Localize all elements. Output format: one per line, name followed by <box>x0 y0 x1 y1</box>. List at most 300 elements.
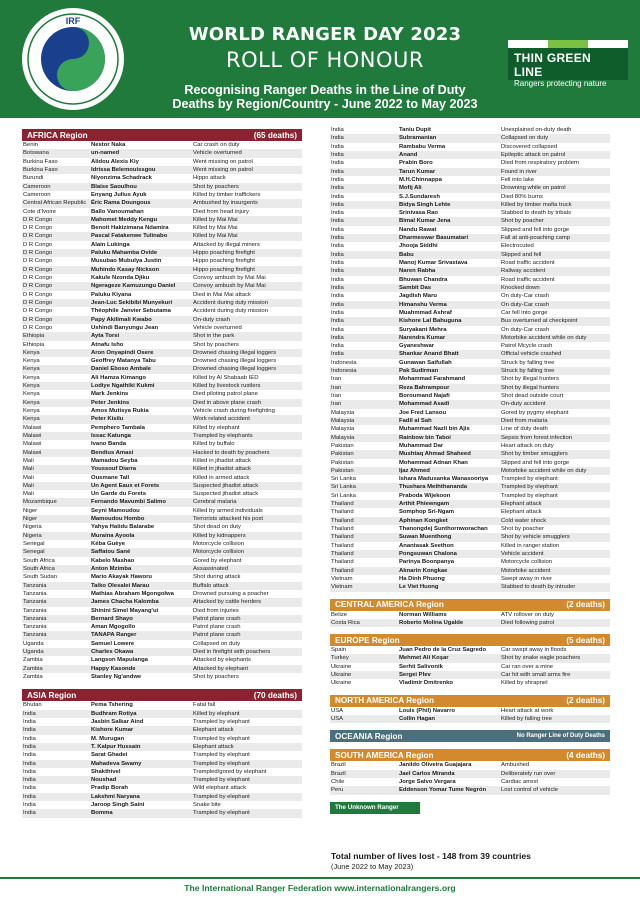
cause-cell: Cerebral malaria <box>192 498 302 506</box>
ranger-name-cell: Pascal Fatakenwe Tulinabo <box>90 232 192 240</box>
cause-cell: Fall at anti-poaching camp <box>500 234 610 242</box>
table-row <box>22 490 302 498</box>
ranger-name-cell: Rainbow bin Taboi <box>398 434 500 442</box>
ranger-name-cell: Nandu Rawat <box>399 226 437 233</box>
country-cell: Zambia <box>23 657 43 664</box>
table-row <box>330 168 610 176</box>
cause-cell: Killed in jihadist attack <box>192 465 302 473</box>
table-row <box>22 341 302 349</box>
table-row <box>330 646 610 654</box>
table-row <box>22 291 302 299</box>
table-row <box>22 382 302 390</box>
cause-cell: Car hit with small arms fire <box>500 671 610 679</box>
central-america-region-header <box>330 599 610 611</box>
table-row <box>330 508 610 516</box>
cause-cell: Died from malaria <box>500 417 610 425</box>
cause-cell: Attacked by elephant <box>192 665 302 673</box>
ranger-name-cell: Paluku Kiyana <box>91 291 132 298</box>
cause-cell: Motorbike accident <box>500 567 610 575</box>
cause-cell: Struck by falling tree <box>500 367 610 375</box>
cause-cell: Stabbed to death by tribals <box>501 210 572 217</box>
ranger-name-cell: Blaise Saoulhou <box>90 183 192 191</box>
cause-cell: Heart attack on duty <box>501 442 554 449</box>
cause-cell: Snake bite <box>193 802 221 809</box>
ranger-name-cell: Reza Bahrampour <box>398 384 500 392</box>
cause-cell: Assassinated <box>192 565 302 573</box>
ranger-name-cell: Alidou Alexis Kiy <box>91 158 139 165</box>
table-row <box>22 274 302 282</box>
ranger-name-cell: Muhindo Kasay Nickson <box>90 266 192 274</box>
country-cell: India <box>22 760 90 768</box>
ranger-name-cell: Anton Mzimba <box>90 565 192 573</box>
cause-cell: Elephant attack <box>192 743 302 751</box>
table-row <box>22 432 302 440</box>
table-row <box>330 492 610 500</box>
cause-cell: Trampled by elephant <box>501 476 558 483</box>
ranger-name-cell: Suryakant Mehra <box>399 326 447 333</box>
table-row <box>22 582 302 590</box>
country-cell: Burkina Faso <box>23 158 58 165</box>
cause-cell: Convoy ambush by Mai Mai <box>192 282 302 290</box>
country-cell: Malaysia <box>331 409 355 416</box>
cause-cell: Went missing on patrol <box>192 166 302 174</box>
country-cell: Nigeria <box>23 524 42 531</box>
ranger-name-cell: Geoffrey Matanya Tabu <box>91 358 156 365</box>
cause-cell: Elephant attack <box>192 726 302 734</box>
cause-cell: Killed by elephant <box>192 710 302 718</box>
country-cell: India <box>23 785 36 792</box>
table-row <box>330 184 610 192</box>
cause-cell: Killed by kidnappers <box>192 532 302 540</box>
cause-cell: Vehicle crash during firefighting <box>193 408 275 414</box>
ranger-name-cell: Amos Mutisya Rukia <box>91 408 149 414</box>
ranger-name-cell: Fadil al Sah <box>398 417 500 425</box>
page-description <box>140 83 510 111</box>
ranger-name-cell: Thushara Meththananda <box>398 483 500 491</box>
tgl-tagline: Rangers protecting nature <box>514 79 607 88</box>
table-row <box>22 307 302 315</box>
ranger-name-cell: Seyni Mamoudou <box>91 507 140 514</box>
country-cell: Kenya <box>23 391 40 398</box>
table-row <box>330 786 610 794</box>
country-cell: Indonesia <box>331 359 357 366</box>
table-row <box>330 467 610 475</box>
country-cell: Pakistan <box>331 459 354 466</box>
country-cell: India <box>331 176 344 183</box>
ranger-name-cell: Ali Hamza Kimango <box>91 374 146 381</box>
ranger-name-cell: Ballo Vanoumahan <box>91 208 144 215</box>
total-period: (June 2022 to May 2023) <box>331 862 414 871</box>
table-row <box>22 199 302 207</box>
region-death-count: (2 deaths) <box>566 600 605 609</box>
table-row <box>330 770 610 778</box>
ranger-name-cell: Aron Onyapindi Osere <box>90 349 192 357</box>
ranger-name-cell: Arthit Phiewngam <box>398 500 500 508</box>
cause-cell: Accident during duty mission <box>193 308 268 315</box>
cause-cell: Killed in jihadist attack <box>193 457 251 464</box>
cause-cell: Gored by pygmy elephant <box>501 409 569 416</box>
country-cell: D R Congo <box>23 241 53 248</box>
ranger-name-cell: Peter Jenkins <box>90 399 192 407</box>
cause-cell: Slipped and fell <box>500 251 610 259</box>
header-banner <box>0 0 640 118</box>
cause-cell: Killed by shrapnel <box>501 680 548 687</box>
ranger-name-cell: Ayta Torsi <box>90 332 192 340</box>
ranger-name-cell: Rambabu Verma <box>399 143 446 150</box>
ranger-name-cell: Ijaz Ahmed <box>398 467 500 475</box>
table-row <box>330 143 610 151</box>
cause-cell: Shot by poachers <box>192 183 302 191</box>
cause-cell: Collapsed on duty <box>193 640 241 647</box>
footer: The International Ranger Federation www.internationalrangers.org <box>184 883 456 893</box>
description-line-1: Recognising Ranger Deaths in the Line of Duty <box>184 83 466 97</box>
ranger-name-cell: Suwan Muenthong <box>398 533 500 541</box>
table-row <box>22 465 302 473</box>
ranger-name-cell: Fernando Mavumbi Salimo <box>90 498 192 506</box>
country-cell: Tanzania <box>22 582 90 590</box>
country-cell: India <box>330 251 398 259</box>
right-column <box>330 126 610 814</box>
table-row <box>22 801 302 809</box>
cause-cell: Patrol Mcycle crash <box>501 343 553 350</box>
country-cell: South Sudan <box>23 574 58 581</box>
ranger-name-cell: Jorge Salvo Vergara <box>399 778 456 785</box>
ranger-name-cell: Jaroop Singh Saini <box>91 802 145 809</box>
cause-cell: Suspected jihadist attack <box>193 491 259 498</box>
table-row <box>22 673 302 681</box>
cause-cell: Trampled/gored by elephant <box>193 768 267 775</box>
ranger-name-cell: Alain Lukinga <box>91 241 130 248</box>
cause-cell: Work related accident <box>192 415 302 423</box>
country-cell: D R Congo <box>23 324 53 331</box>
country-cell: India <box>22 726 90 734</box>
table-row <box>22 440 302 448</box>
table-row <box>330 583 610 591</box>
cause-cell: Buffalo attack <box>192 582 302 590</box>
ranger-name-cell: Idrissa Belemouissgou <box>90 166 192 174</box>
table-row <box>330 500 610 508</box>
country-cell: Nigeria <box>22 532 90 540</box>
table-row <box>330 301 610 309</box>
country-cell: India <box>330 284 398 292</box>
table-row <box>22 498 302 506</box>
cause-cell: Unexplained on-duty death <box>501 127 572 133</box>
ranger-name-cell: Noushad <box>90 776 192 784</box>
region-name: OCEANIA Region <box>335 731 403 741</box>
cause-cell: Drowned chasing illegal loggers <box>192 349 302 357</box>
table-row <box>22 573 302 581</box>
cause-cell: Car ran over a mine <box>501 663 554 670</box>
country-cell: Ethiopia <box>22 332 90 340</box>
table-row <box>22 332 302 340</box>
region-name: AFRICA Region <box>27 130 88 140</box>
honour-table <box>330 611 610 628</box>
country-cell: Thailand <box>330 517 398 525</box>
country-cell: India <box>331 243 344 250</box>
ranger-name-cell: Théophile Janvier Sebutama <box>91 308 171 315</box>
country-cell: India <box>330 134 398 142</box>
table-row <box>22 743 302 751</box>
table-row <box>22 793 302 801</box>
ranger-name-cell: Naren Rabha <box>398 267 500 275</box>
table-row <box>22 349 302 357</box>
country-cell: India <box>23 752 36 759</box>
cause-cell: Trampled by elephant <box>192 760 302 768</box>
cause-cell: Shot by snake eagle poachers <box>500 654 610 662</box>
country-cell: Cote d'Ivoire <box>23 208 56 215</box>
ranger-name-cell: Kishore Kumar <box>90 726 192 734</box>
table-row <box>330 350 610 358</box>
country-cell: Kenya <box>23 408 40 414</box>
country-cell: India <box>330 168 398 176</box>
cause-cell: Deliberately run over <box>500 770 610 778</box>
country-cell: Burkina Faso <box>22 166 90 174</box>
table-row <box>330 217 610 225</box>
cause-cell: Killed by Al Shabaab IED <box>193 374 259 381</box>
table-row <box>330 384 610 392</box>
ranger-name-cell: Anantasak Seethon <box>399 542 454 549</box>
ranger-name-cell: Parinya Boonpanya <box>399 559 454 566</box>
country-cell: D R Congo <box>22 316 90 324</box>
table-row <box>22 424 302 432</box>
country-cell: Cameroon <box>23 191 51 198</box>
cause-cell: Trampled by elephants <box>192 432 302 440</box>
cause-cell: Killed by armed individuals <box>193 507 263 514</box>
table-row <box>22 149 302 157</box>
ranger-name-cell: Jhooja Siddhi <box>399 243 438 250</box>
cause-cell: On-duty accident <box>500 400 610 408</box>
region-death-count: (5 deaths) <box>566 635 605 645</box>
table-row <box>330 284 610 292</box>
cause-cell: Found in river <box>500 168 610 176</box>
country-cell: India <box>23 802 36 809</box>
country-cell: Iran <box>330 400 398 408</box>
table-row <box>330 259 610 267</box>
thin-green-line-logo <box>508 40 628 88</box>
country-cell: India <box>331 260 344 266</box>
cause-cell: Trampled by elephant <box>500 483 610 491</box>
country-cell: India <box>330 234 398 242</box>
table-row <box>22 158 302 166</box>
country-cell: Uganda <box>22 648 90 656</box>
country-cell: India <box>331 293 344 300</box>
cause-cell: Died from head injury <box>193 208 249 215</box>
country-cell: India <box>331 210 344 217</box>
table-row <box>330 761 610 769</box>
table-row <box>22 665 302 673</box>
country-cell: Indonesia <box>330 367 398 375</box>
country-cell: D R Congo <box>23 291 53 298</box>
ranger-name-cell: Jean-Luc Sekibibi Munyekuri <box>90 299 192 307</box>
country-cell: Malawi <box>22 449 90 457</box>
cause-cell: Fell into lake <box>501 176 535 183</box>
ranger-name-cell: Niyonzima Schadrack <box>91 175 152 182</box>
ranger-name-cell: Jagdish Maru <box>399 293 437 300</box>
table-row <box>22 515 302 523</box>
country-cell: India <box>23 768 36 775</box>
table-row <box>22 776 302 784</box>
asia-region-header <box>22 689 302 701</box>
country-cell: Kenya <box>22 399 90 407</box>
ranger-name-cell: Narendra Kumar <box>398 334 500 342</box>
cause-cell: Died in Mai Mai attack <box>193 291 251 298</box>
cause-cell: Killed in ranger station <box>501 542 560 549</box>
ranger-name-cell: Sarat Ghadei <box>91 752 128 759</box>
country-cell: Senegal <box>22 548 90 556</box>
ranger-name-cell: Enyang Julius Ayuk <box>91 191 147 198</box>
country-cell: Botswana <box>22 149 90 157</box>
table-row <box>22 760 302 768</box>
ranger-name-cell: Youssouf Diarra <box>90 465 192 473</box>
cause-cell: Swept away in river <box>501 575 553 582</box>
ranger-name-cell: Dharmeswar Basumatari <box>398 234 500 242</box>
table-row <box>330 334 610 342</box>
ranger-name-cell: Mohammad Farahmand <box>399 376 466 383</box>
country-cell: India <box>331 309 344 316</box>
country-cell: Malaysia <box>330 417 398 425</box>
table-row <box>22 523 302 531</box>
country-cell: D R Congo <box>22 299 90 307</box>
table-row <box>330 475 610 483</box>
table-row <box>22 631 302 639</box>
country-cell: India <box>330 151 398 159</box>
country-cell: Kenya <box>22 415 90 423</box>
ranger-name-cell: Kakule Nzonda Djiku <box>91 275 150 281</box>
table-row <box>330 707 610 715</box>
ranger-name-cell: Le Viet Huong <box>398 583 500 591</box>
ranger-name-cell: Daniel Eboso Ambale <box>90 365 192 373</box>
ranger-name-cell: Taiko Olesalei Marau <box>90 582 192 590</box>
ranger-name-cell: S.J.Sundaresh <box>399 193 440 200</box>
ranger-name-cell: Bimal Kumar Jena <box>398 217 500 225</box>
region-name: SOUTH AMERICA Region <box>335 750 434 760</box>
table-row <box>22 718 302 726</box>
cause-cell: Slipped and fell into gorge <box>501 459 570 466</box>
country-cell: Malawi <box>22 432 90 440</box>
cause-cell: Trampled by elephant <box>193 718 250 725</box>
ranger-name-cell: Mathias Abraham Mgongolwa <box>91 590 174 597</box>
ranger-name-cell: Somphop Sri-Ngam <box>399 509 454 516</box>
country-cell: Costa Rica <box>330 619 398 627</box>
ranger-name-cell: Vladimir Dmitrenko <box>399 680 454 687</box>
table-row <box>22 191 302 199</box>
table-row <box>330 550 610 558</box>
country-cell: D R Congo <box>23 308 53 315</box>
cause-cell: Killed by Mai Mai <box>192 232 302 240</box>
cause-cell: Knocked down <box>500 284 610 292</box>
cause-cell: Attacked by illegal miners <box>193 241 260 248</box>
country-cell: D R Congo <box>22 232 90 240</box>
ranger-name-cell: Gyaneshwar <box>399 343 435 350</box>
ranger-name-cell: Mark Jenkins <box>91 391 129 398</box>
cause-cell: Convoy ambush by Mai Mai <box>193 275 266 281</box>
country-cell: Mali <box>23 474 34 481</box>
page-subtitle: ROLL OF HONOUR <box>226 48 424 72</box>
table-row <box>22 399 302 407</box>
country-cell: India <box>330 267 398 275</box>
cause-cell: Trampled by elephant <box>193 752 250 759</box>
ranger-name-cell: Joe Fred Lansou <box>399 409 447 416</box>
table-row <box>330 267 610 275</box>
cause-cell: Discovered collapsed <box>501 143 557 150</box>
south-america-region-header <box>330 749 610 761</box>
region-name: NORTH AMERICA Region <box>335 696 435 706</box>
logo-initials: IRF <box>65 16 81 26</box>
cause-cell: ATV rollover on duty <box>501 611 554 618</box>
country-cell: India <box>330 217 398 225</box>
cause-cell: Lost control of vehicle <box>500 786 610 794</box>
country-cell: India <box>330 350 398 358</box>
country-cell: Brazil <box>331 762 346 769</box>
country-cell: Tanzania <box>22 615 90 623</box>
ranger-name-cell: Louis (Phil) Navarro <box>399 707 455 714</box>
region-death-count: (70 deaths) <box>253 690 297 700</box>
table-row <box>330 450 610 458</box>
region-name: The Unknown Ranger <box>335 804 399 812</box>
ranger-name-cell: Muhammad Nazli bin Ajis <box>399 426 470 433</box>
cause-cell: Fatal fall <box>193 702 216 709</box>
country-cell: Kenya <box>23 358 40 365</box>
country-cell: Sri Lanka <box>330 483 398 491</box>
left-column <box>22 126 302 818</box>
table-row <box>22 710 302 718</box>
ranger-name-cell: Pak Sudirman <box>398 367 500 375</box>
table-row <box>330 517 610 525</box>
country-cell: India <box>330 317 398 325</box>
country-cell: India <box>22 793 90 801</box>
country-cell: India <box>330 184 398 192</box>
ranger-name-cell: Himanshu Verma <box>398 301 500 309</box>
table-row <box>330 715 610 723</box>
country-cell: Tanzania <box>22 631 90 639</box>
ranger-name-cell: Prabin Boro <box>399 160 433 167</box>
ranger-name-cell: Budhram Rotiya <box>90 710 192 718</box>
cause-cell: Shot by timber smugglers <box>500 450 610 458</box>
honour-table <box>22 141 302 681</box>
country-cell: D R Congo <box>23 258 53 265</box>
table-row <box>22 249 302 257</box>
country-cell: Mali <box>22 482 90 490</box>
cause-cell: Motorcycle collision <box>501 559 553 566</box>
country-cell: India <box>331 343 344 350</box>
table-row <box>22 415 302 423</box>
table-row <box>330 542 610 550</box>
ranger-name-cell: Mohammad Adnan Khan <box>399 459 468 466</box>
table-row <box>22 482 302 490</box>
table-row <box>22 656 302 664</box>
cause-cell: Shot by poacher <box>500 217 610 225</box>
country-cell: Malawi <box>23 424 42 431</box>
table-row <box>22 282 302 290</box>
country-cell: South Africa <box>22 565 90 573</box>
table-row <box>22 141 302 149</box>
table-row <box>330 567 610 575</box>
table-row <box>330 654 610 662</box>
ranger-name-cell: Éric Rama Doungous <box>90 199 192 207</box>
cause-cell: Struck by falling tree <box>501 359 555 366</box>
ranger-name-cell: Mahadeva Swamy <box>90 760 192 768</box>
table-row <box>22 557 302 565</box>
country-cell: India <box>330 334 398 342</box>
country-cell: India <box>22 710 90 718</box>
ranger-name-cell: Un Agent Eaux et Forets <box>90 482 192 490</box>
country-cell: Bhutan <box>23 702 42 709</box>
cause-cell: Patrol plane crash <box>192 615 302 623</box>
table-row <box>330 151 610 159</box>
table-row <box>22 208 302 216</box>
country-cell: Uganda <box>23 640 44 647</box>
table-row <box>330 558 610 566</box>
